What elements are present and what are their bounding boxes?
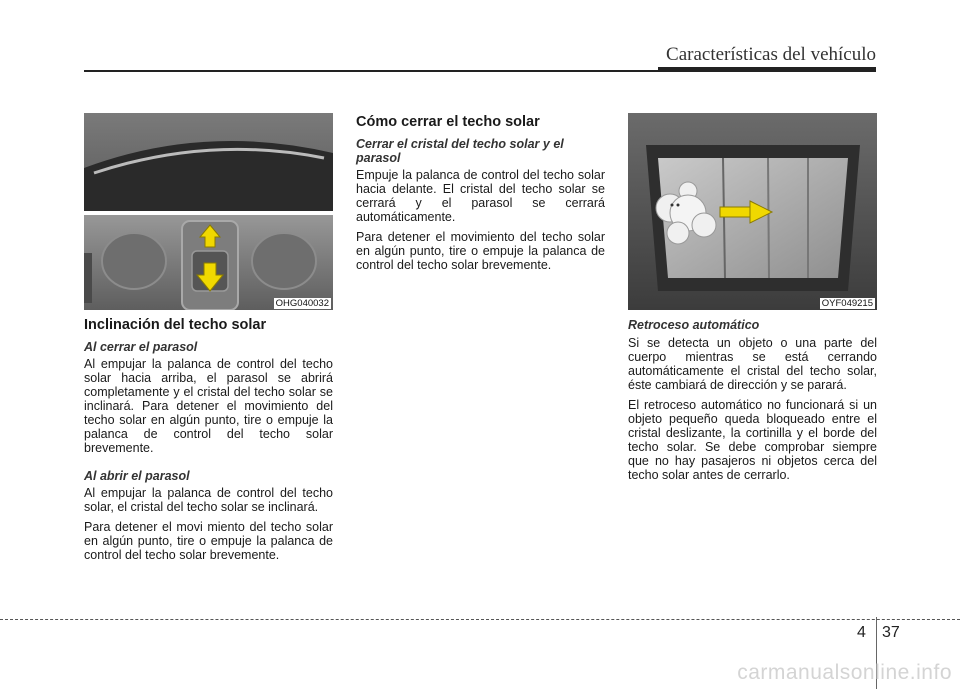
sunroof-autoreverse-photo: [628, 113, 877, 310]
chapter-number: 4: [857, 624, 866, 641]
page-number: 37: [882, 624, 900, 641]
right-column: [628, 113, 877, 482]
watermark: carmanualsonline.info: [737, 661, 952, 684]
paragraph: Para detener el movimiento del techo solar en algún punto, tire o empuje la palanca de control del techo solar brevemente.: [356, 230, 605, 272]
sunroof-obstacle-illustration: [628, 113, 877, 310]
subheading: Al cerrar el parasol: [84, 340, 198, 354]
paragraph: Para detener el movi miento del techo solar en algún punto, tire o empuje la palanca de control del techo solar brevemente.: [84, 520, 333, 562]
paragraph: El retroceso automático no funcionará si un objeto pequeño queda bloqueado entre el cristal deslizante, la cortinilla y el borde del techo solar. Se debe comprobar siempre que no hay pasajeros ni objetos cerca del techo solar antes de cerrarlo.: [628, 398, 877, 482]
figure-code: OYF049215: [821, 298, 873, 309]
subheading: Cerrar el cristal del techo solar y el parasol: [356, 137, 564, 165]
header-title: Características del vehículo: [666, 44, 876, 65]
paragraph: Al empujar la palanca de control del techo solar hacia arriba, el parasol se abrirá completamente y el cristal del techo solar se inclinará. Para detener el movimiento del techo solar en algún punto, tire o empuje la palanca de control del techo solar brevemente.: [84, 357, 333, 455]
middle-column: [356, 113, 605, 272]
header-rule-accent: [658, 67, 876, 72]
left-column: [84, 113, 333, 562]
subheading: Al abrir el parasol: [84, 469, 190, 483]
sunroof-control-photo: [84, 113, 333, 310]
paragraph: Si se detecta un objeto o una parte del cuerpo mientras se está cerrando automáticamente el cristal del techo solar, éste cambiará de dirección y se parará.: [628, 336, 877, 392]
section-heading: Inclinación del techo solar: [84, 317, 267, 333]
section-heading: Cómo cerrar el techo solar: [356, 114, 540, 130]
footer-rule: [0, 619, 960, 620]
paragraph: Empuje la palanca de control del techo solar hacia delante. El cristal del techo solar se cerrará y el parasol se cerrará automáticamente.: [356, 168, 605, 224]
sunroof-console-illustration: [84, 113, 333, 310]
subheading: Retroceso automático: [628, 318, 760, 332]
figure-code: OHG040032: [275, 298, 329, 309]
paragraph: Al empujar la palanca de control del techo solar, el cristal del techo solar se inclinará.: [84, 486, 333, 514]
